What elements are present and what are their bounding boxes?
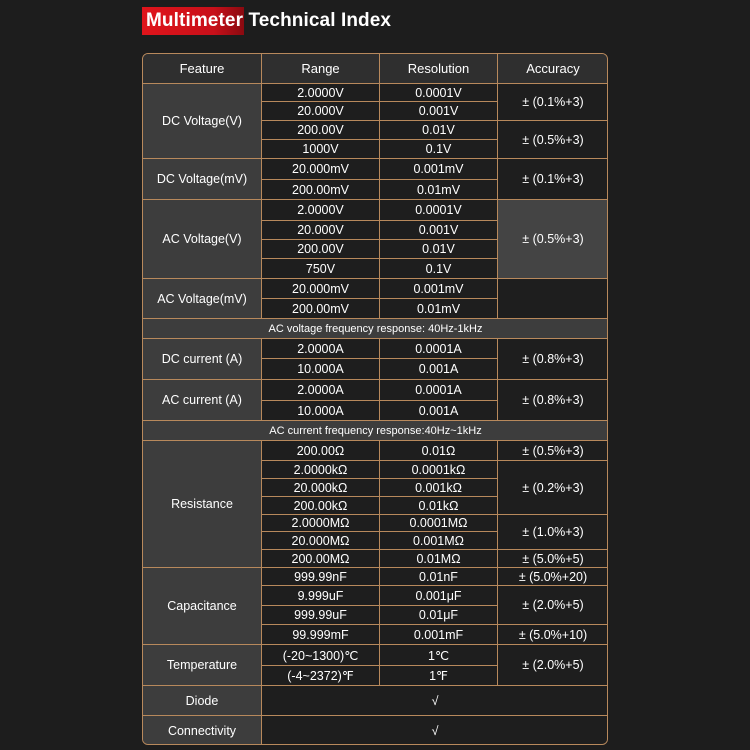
resolution-cell: 0.0001kΩ bbox=[380, 461, 498, 479]
accuracy-cell: ± (5.0%+5) bbox=[498, 550, 608, 568]
resolution-cell: 0.0001V bbox=[380, 200, 498, 221]
range-cell: 99.999mF bbox=[262, 625, 380, 645]
range-cell: (-4~2372)℉ bbox=[262, 666, 380, 686]
resolution-cell: 0.001mF bbox=[380, 625, 498, 645]
resolution-cell: 0.001A bbox=[380, 359, 498, 380]
header-feature: Feature bbox=[143, 54, 262, 84]
resolution-cell: 0.01nF bbox=[380, 568, 498, 586]
range-cell: 200.00V bbox=[262, 240, 380, 259]
range-cell: 750V bbox=[262, 259, 380, 279]
aca-frequency-note: AC current frequency response:40Hz~1kHz bbox=[143, 421, 608, 441]
feature-label: Resistance bbox=[143, 441, 262, 568]
resolution-cell: 0.001V bbox=[380, 221, 498, 240]
header-accuracy: Accuracy bbox=[498, 54, 608, 84]
resolution-cell: 0.001μF bbox=[380, 586, 498, 606]
accuracy-cell: ± (0.5%+3) bbox=[498, 441, 608, 461]
feature-label: AC current (A) bbox=[143, 380, 262, 421]
header-range: Range bbox=[262, 54, 380, 84]
resolution-cell: 1℃ bbox=[380, 645, 498, 666]
resolution-cell: 0.01MΩ bbox=[380, 550, 498, 568]
resolution-cell: 1℉ bbox=[380, 666, 498, 686]
resolution-cell: 0.01V bbox=[380, 121, 498, 140]
range-cell: 20.000kΩ bbox=[262, 479, 380, 497]
accuracy-cell: ± (5.0%+20) bbox=[498, 568, 608, 586]
feature-label: Diode bbox=[143, 686, 262, 716]
range-cell: (-20~1300)℃ bbox=[262, 645, 380, 666]
range-cell: 10.000A bbox=[262, 401, 380, 421]
accuracy-cell: ± (0.8%+3) bbox=[498, 380, 608, 421]
accuracy-cell: ± (2.0%+5) bbox=[498, 586, 608, 625]
range-cell: 20.000V bbox=[262, 221, 380, 240]
range-cell: 20.000mV bbox=[262, 279, 380, 299]
accuracy-cell: ± (2.0%+5) bbox=[498, 645, 608, 686]
resolution-cell: 0.001A bbox=[380, 401, 498, 421]
range-cell: 200.00mV bbox=[262, 299, 380, 319]
range-cell: 200.00V bbox=[262, 121, 380, 140]
accuracy-cell: ± (0.5%+3) bbox=[498, 200, 608, 279]
resolution-cell: 0.01V bbox=[380, 240, 498, 259]
accuracy-blank bbox=[498, 279, 608, 319]
feature-label: AC Voltage(mV) bbox=[143, 279, 262, 319]
range-cell: 200.00mV bbox=[262, 180, 380, 200]
feature-label: DC Voltage(mV) bbox=[143, 159, 262, 200]
accuracy-cell: ± (0.8%+3) bbox=[498, 339, 608, 380]
range-cell: 2.0000A bbox=[262, 339, 380, 359]
resolution-cell: 0.01kΩ bbox=[380, 497, 498, 515]
resolution-cell: 0.01μF bbox=[380, 606, 498, 625]
range-cell: 2.0000V bbox=[262, 84, 380, 102]
feature-label: Temperature bbox=[143, 645, 262, 686]
range-cell: 200.00MΩ bbox=[262, 550, 380, 568]
feature-label: AC Voltage(V) bbox=[143, 200, 262, 279]
range-cell: 200.00kΩ bbox=[262, 497, 380, 515]
range-cell: 200.00Ω bbox=[262, 441, 380, 461]
resolution-cell: 0.001kΩ bbox=[380, 479, 498, 497]
diode-value: √ bbox=[262, 686, 608, 716]
resolution-cell: 0.001V bbox=[380, 102, 498, 121]
accuracy-cell: ± (5.0%+10) bbox=[498, 625, 608, 645]
range-cell: 20.000MΩ bbox=[262, 532, 380, 550]
accuracy-cell: ± (1.0%+3) bbox=[498, 515, 608, 550]
range-cell: 9.999uF bbox=[262, 586, 380, 606]
range-cell: 10.000A bbox=[262, 359, 380, 380]
connectivity-value: √ bbox=[262, 716, 608, 745]
feature-label: Connectivity bbox=[143, 716, 262, 745]
resolution-cell: 0.001MΩ bbox=[380, 532, 498, 550]
page-title: Multimeter Technical Index bbox=[146, 10, 392, 31]
feature-label: DC current (A) bbox=[143, 339, 262, 380]
range-cell: 999.99uF bbox=[262, 606, 380, 625]
resolution-cell: 0.01mV bbox=[380, 299, 498, 319]
accuracy-cell: ± (0.5%+3) bbox=[498, 121, 608, 159]
accuracy-cell: ± (0.1%+3) bbox=[498, 159, 608, 200]
resolution-cell: 0.001mV bbox=[380, 159, 498, 180]
accuracy-cell: ± (0.1%+3) bbox=[498, 84, 608, 121]
resolution-cell: 0.1V bbox=[380, 259, 498, 279]
range-cell: 20.000mV bbox=[262, 159, 380, 180]
range-cell: 1000V bbox=[262, 140, 380, 159]
feature-label: Capacitance bbox=[143, 568, 262, 645]
range-cell: 999.99nF bbox=[262, 568, 380, 586]
range-cell: 2.0000V bbox=[262, 200, 380, 221]
resolution-cell: 0.0001MΩ bbox=[380, 515, 498, 532]
resolution-cell: 0.1V bbox=[380, 140, 498, 159]
range-cell: 2.0000kΩ bbox=[262, 461, 380, 479]
spec-table bbox=[142, 53, 608, 745]
range-cell: 2.0000A bbox=[262, 380, 380, 401]
resolution-cell: 0.01Ω bbox=[380, 441, 498, 461]
accuracy-cell: ± (0.2%+3) bbox=[498, 461, 608, 515]
resolution-cell: 0.001mV bbox=[380, 279, 498, 299]
acv-frequency-note: AC voltage frequency response: 40Hz-1kHz bbox=[143, 319, 608, 339]
resolution-cell: 0.0001V bbox=[380, 84, 498, 102]
range-cell: 20.000V bbox=[262, 102, 380, 121]
resolution-cell: 0.0001A bbox=[380, 380, 498, 401]
resolution-cell: 0.01mV bbox=[380, 180, 498, 200]
resolution-cell: 0.0001A bbox=[380, 339, 498, 359]
range-cell: 2.0000MΩ bbox=[262, 515, 380, 532]
title-bar bbox=[142, 7, 391, 35]
header-resolution: Resolution bbox=[380, 54, 498, 84]
feature-label: DC Voltage(V) bbox=[143, 84, 262, 159]
